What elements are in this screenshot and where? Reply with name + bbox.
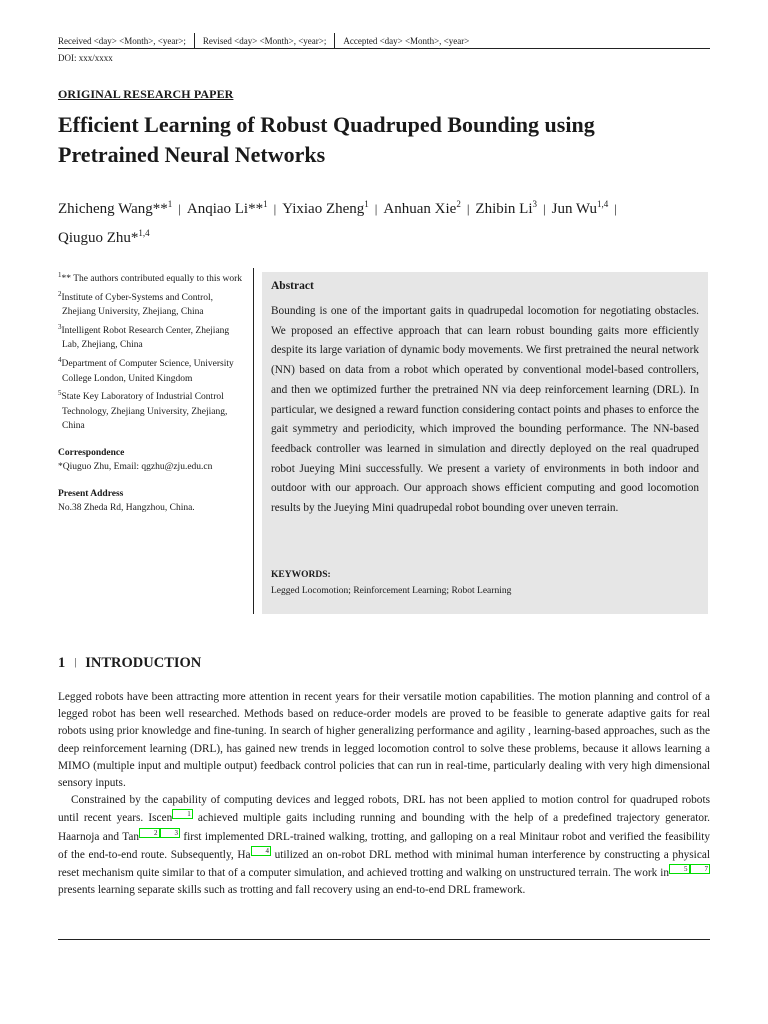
- divider: [194, 33, 195, 49]
- separator: |: [74, 657, 77, 668]
- correspondence-heading: Correspondence: [58, 447, 125, 458]
- divider: [334, 33, 335, 49]
- author: Qiuguo Zhu*$^{1,4}$: [58, 228, 150, 246]
- author: Yixiao Zheng$^1$: [282, 199, 369, 217]
- footer-rule: [58, 939, 710, 940]
- author-list: [58, 192, 658, 250]
- present-address-text: No.38 Zheda Rd, Hangzhou, China.: [58, 503, 195, 514]
- abstract-heading: Abstract: [271, 280, 314, 292]
- separator: |: [178, 201, 181, 216]
- affiliation: $^1$** The authors contributed equally to this work: [58, 271, 243, 285]
- abstract-text: Bounding is one of the important gaits in quadrupedal locomotion for negotiating obstacles. We proposed an effective approach that can learn robust bounding gaits more efficiently despite its large variation of dynamic body movements. We first pretrained the neural network (NN) based on data from a robot which operated by conventional model-based controllers, and then we optimized further the pretrained NN via deep reinforcement learning (DRL). In particular, we designed a reward function considering contact points and phases to enforce the gait symmetry and periodicity, which improved the bounding performance. The NN-based feedback controller was learned in simulation and directly deployed on the real quadruped robot Jueying Mini successfully. We present a variety of environments in both indoor and outdoor with our approach. Our approach shows efficient computing and good locomotion results by the Jueying Mini quadrupedal robot bounding over uneven terrain.: [271, 305, 699, 515]
- keywords: Legged Locomotion; Reinforcement Learning; Robot Learning: [271, 586, 512, 596]
- citation-link[interactable]: 2: [139, 828, 160, 838]
- citation-link[interactable]: 3: [160, 828, 181, 838]
- section-title: INTRODUCTION: [85, 655, 202, 671]
- revised-date: Revised <day> <Month>, <year>;: [202, 36, 327, 46]
- affiliation: $^4$Department of Computer Science, University College London, United Kingdom: [58, 355, 234, 384]
- separator: |: [273, 201, 277, 216]
- separator: |: [374, 201, 378, 216]
- separator: |: [543, 201, 546, 216]
- doi: DOI: xxx/xxxx: [58, 53, 113, 63]
- citation-link[interactable]: 5: [669, 864, 690, 874]
- section-body: [58, 689, 710, 899]
- paper-title: Efficient Learning of Robust Quadruped Bounding using Pretrained Neural Networks: [58, 112, 595, 167]
- publication-dates: [58, 33, 710, 49]
- affiliation: $^5$State Key Laboratory of Industrial Control Technology, Zhejiang University, Zhejiang, China: [58, 389, 228, 432]
- separator: |: [466, 201, 470, 216]
- section-heading: [58, 655, 201, 672]
- affiliations-column: [58, 268, 248, 516]
- paper-type: ORIGINAL RESEARCH PAPER: [58, 87, 234, 101]
- author: Anhuan Xie$^2$: [383, 199, 461, 217]
- correspondence-text: *Qiuguo Zhu, Email: qgzhu@zju.edu.cn: [58, 462, 213, 473]
- separator: |: [614, 201, 617, 216]
- citation-link[interactable]: 4: [251, 846, 272, 856]
- paragraph: Legged robots have been attracting more attention in recent years for their versatile motion capabilities. The motion planning and control of a legged robot has been well researched. Methods based on reduce-order models are proved to be feasible to generate adaptive gaits for real robots using prior knowledge and fine-tuning. In search of higher generalizing performance and agility , learning-based approaches, such as the deep reinforcement learning (DRL), has gained new trends in legged locomotion control to solve these problems, because it allows learning a MIMO (multiple input and multiple output) feedback control policies that can run in real-time, particularly dealing with very high dimensional sensory inputs.: [58, 691, 710, 790]
- affiliation: $^2$Institute of Cyber-Systems and Control, Zhejiang University, Zhejiang, China: [58, 289, 214, 318]
- present-address-heading: Present Address: [58, 488, 124, 499]
- column-divider: [253, 268, 254, 614]
- author: Jun Wu$^{1,4}$: [551, 199, 609, 217]
- affiliation: $^3$Intelligent Robot Research Center, Zhejiang Lab, Zhejiang, China: [58, 322, 230, 351]
- citation-link[interactable]: 7: [690, 864, 711, 874]
- section-number: 1: [58, 655, 66, 671]
- author: Zhicheng Wang**$^1$: [58, 199, 173, 217]
- author: Anqiao Li**$^1$: [186, 199, 268, 217]
- paragraph: Constrained by the capability of computing devices and legged robots, DRL has not been applied to motion control for quadruped robots until recent years. Iscen 1 achieved multiple gaits including running and bounding with the help of a predefined trajectory generator. Haarnoja and Tan 2 3 first implemented DRL-trained walking, trotting, and galloping on a real Minitaur robot and verified the feasibility of the end-to-end route. Subsequently, Ha 4 utilized an on-robot DRL method with minimal human interference by constructing a physical reset mechanism quite similar to that of a computer simulation, and achieved trotting and walking on unstructured terrain. The work in 5 7 presents learning separate skills such as trotting and fall recovery using an end-to-end DRL framework.: [58, 794, 711, 897]
- abstract-box: [262, 272, 708, 614]
- accepted-date: Accepted <day> <Month>, <year>: [343, 36, 470, 46]
- citation-link[interactable]: 1: [172, 809, 193, 819]
- received-date: Received <day> <Month>, <year>;: [58, 36, 186, 46]
- header-rule: [58, 48, 710, 49]
- author: Zhibin Li$^3$: [475, 199, 537, 217]
- keywords-heading: KEYWORDS:: [271, 570, 331, 580]
